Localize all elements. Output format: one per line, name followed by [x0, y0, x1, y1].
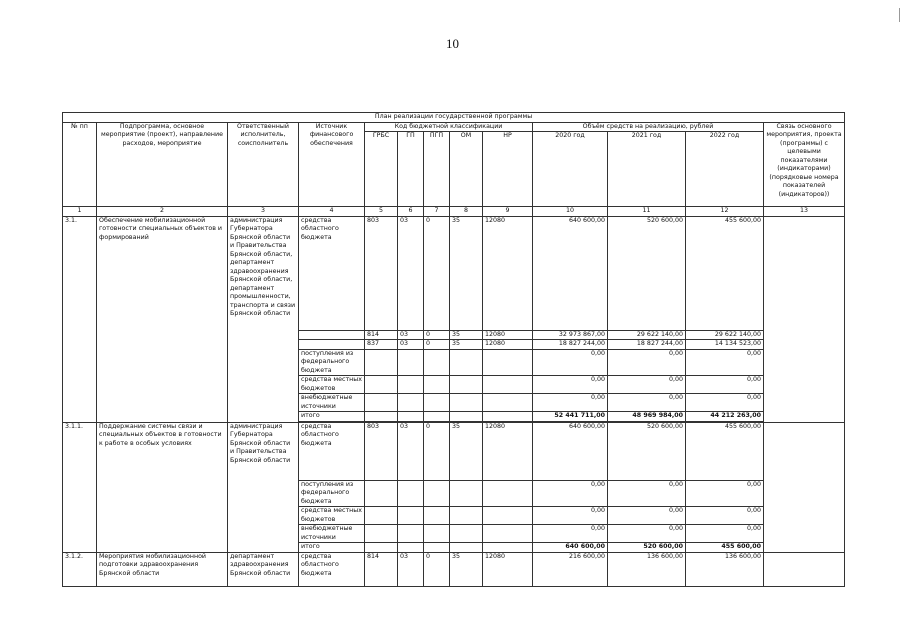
header-source: Источник финансового обеспечения: [299, 122, 365, 207]
cell-gp: [398, 412, 424, 422]
cell-gp: [398, 349, 424, 376]
cell-2020: 0,00: [533, 376, 608, 394]
cell-pgp: 0: [424, 330, 450, 340]
col-number: 13: [764, 207, 845, 217]
title-row: [63, 113, 845, 123]
cell-gp: 03: [398, 422, 424, 480]
cell-2022: 0,00: [686, 394, 764, 412]
header-row-1: [63, 122, 845, 132]
cell-gp: [398, 376, 424, 394]
row-source: поступления из федерального бюджета: [299, 480, 365, 507]
cell-nr: 12080: [483, 422, 533, 480]
cell-pgp: 0: [424, 422, 450, 480]
cell-om: 35: [450, 422, 483, 480]
cell-nr: 12080: [483, 340, 533, 350]
cell-pgp: [424, 394, 450, 412]
cell-2020: 18 827 244,00: [533, 340, 608, 350]
cell-grbs: [365, 543, 398, 553]
col-number: 11: [608, 207, 686, 217]
cell-gp: [398, 394, 424, 412]
table-row: [63, 216, 845, 330]
cell-pgp: [424, 525, 450, 543]
cell-grbs: [365, 525, 398, 543]
cell-gp: 03: [398, 340, 424, 350]
cell-gp: 03: [398, 552, 424, 586]
col-number: 7: [424, 207, 450, 217]
row-source: внебюджетные источники: [299, 394, 365, 412]
cell-2022: 0,00: [686, 507, 764, 525]
cell-2021: 29 622 140,00: [608, 330, 686, 340]
cell-om: [450, 507, 483, 525]
cell-2020: 32 973 867,00: [533, 330, 608, 340]
header-amount: Объём средств на реализацию, рублей: [533, 122, 764, 132]
cell-2022: 136 600,00: [686, 552, 764, 586]
header-num: № пп: [63, 122, 97, 207]
cell-nr: 12080: [483, 330, 533, 340]
cell-2021: 18 827 244,00: [608, 340, 686, 350]
cell-2020: 0,00: [533, 480, 608, 507]
cell-nr: [483, 412, 533, 422]
cell-link: [764, 552, 845, 586]
row-executor: департамент здравоохранения Брянской области: [228, 552, 299, 586]
cell-om: 35: [450, 340, 483, 350]
cell-link: [764, 216, 845, 422]
cell-om: [450, 376, 483, 394]
cell-2021: 520 600,00: [608, 422, 686, 480]
cell-nr: [483, 349, 533, 376]
col-number: 4: [299, 207, 365, 217]
col-number: 3: [228, 207, 299, 217]
cell-nr: [483, 543, 533, 553]
cell-2021: 0,00: [608, 480, 686, 507]
row-source: внебюджетные источники: [299, 525, 365, 543]
cell-gp: 03: [398, 330, 424, 340]
cell-om: [450, 349, 483, 376]
cell-om: [450, 394, 483, 412]
row-executor: администрация Губернатора Брянской области и Правительства Брянской области: [228, 422, 299, 552]
cell-pgp: 0: [424, 340, 450, 350]
cell-2020: 640 600,00: [533, 422, 608, 480]
cell-pgp: 0: [424, 552, 450, 586]
row-source: [299, 330, 365, 340]
cell-2021: 136 600,00: [608, 552, 686, 586]
row-num: 3.1.2.: [63, 552, 97, 586]
row-program: Мероприятия мобилизационной подготовки здравоохранения Брянской области: [97, 552, 228, 586]
page-number: 10: [446, 36, 459, 51]
table-title: План реализации государственной программы: [63, 113, 845, 123]
cell-pgp: [424, 543, 450, 553]
cell-2021: 0,00: [608, 525, 686, 543]
cell-grbs: [365, 376, 398, 394]
cell-2020: 0,00: [533, 507, 608, 525]
header-nr: НР: [483, 132, 533, 207]
cell-2020: 0,00: [533, 525, 608, 543]
cell-pgp: 0: [424, 216, 450, 330]
row-num: 3.1.: [63, 216, 97, 422]
cell-om: 35: [450, 330, 483, 340]
header-2020: 2020 год: [533, 132, 608, 207]
header-2022: 2022 год: [686, 132, 764, 207]
cell-grbs: [365, 507, 398, 525]
col-number: 8: [450, 207, 483, 217]
cell-2020: 640 600,00: [533, 216, 608, 330]
cell-2020: 216 600,00: [533, 552, 608, 586]
total-2022: 455 600,00: [686, 543, 764, 553]
cell-grbs: 814: [365, 330, 398, 340]
cell-nr: [483, 525, 533, 543]
cell-2022: 0,00: [686, 480, 764, 507]
row-source: средства местных бюджетов: [299, 507, 365, 525]
cell-nr: [483, 394, 533, 412]
header-pgp: ПГП: [424, 132, 450, 207]
header-2021: 2021 год: [608, 132, 686, 207]
col-number: 2: [97, 207, 228, 217]
col-number: 9: [483, 207, 533, 217]
col-number: 12: [686, 207, 764, 217]
row-source: средства местных бюджетов: [299, 376, 365, 394]
cell-2021: 0,00: [608, 349, 686, 376]
row-source: средства областного бюджета: [299, 216, 365, 330]
cell-nr: 12080: [483, 216, 533, 330]
cell-pgp: [424, 349, 450, 376]
row-num: 3.1.1.: [63, 422, 97, 552]
cell-grbs: 803: [365, 422, 398, 480]
program-plan-table: [62, 112, 845, 587]
cell-pgp: [424, 507, 450, 525]
cell-2020: 0,00: [533, 349, 608, 376]
row-executor: администрация Губернатора Брянской области и Правительства Брянской области, департамент здравоохранения Брянской области, департамент промышленности, транспорта и связи Брянской области: [228, 216, 299, 422]
cell-2022: 0,00: [686, 349, 764, 376]
cell-2022: 455 600,00: [686, 422, 764, 480]
cell-nr: 12080: [483, 552, 533, 586]
cell-gp: [398, 507, 424, 525]
table-row: [63, 422, 845, 480]
cell-grbs: [365, 394, 398, 412]
total-2022: 44 212 263,00: [686, 412, 764, 422]
total-2020: 640 600,00: [533, 543, 608, 553]
cell-gp: [398, 525, 424, 543]
cell-nr: [483, 480, 533, 507]
col-number: 5: [365, 207, 398, 217]
cell-om: 35: [450, 216, 483, 330]
edge-mark: [899, 8, 900, 22]
cell-grbs: 803: [365, 216, 398, 330]
cell-2022: 455 600,00: [686, 216, 764, 330]
row-source: [299, 340, 365, 350]
header-link: Связь основного мероприятия, проекта (программы) с целевыми показателями (индикаторами) (порядковые номера показателей (индикаторов)): [764, 122, 845, 207]
cell-pgp: [424, 480, 450, 507]
header-program: Подпрограмма, основное мероприятие (проект), направление расходов, мероприятие: [97, 122, 228, 207]
total-label: итого: [299, 412, 365, 422]
total-2021: 520 600,00: [608, 543, 686, 553]
col-number: 6: [398, 207, 424, 217]
cell-gp: [398, 480, 424, 507]
cell-nr: [483, 507, 533, 525]
header-executor: Ответственный исполнитель, соисполнитель: [228, 122, 299, 207]
col-number: 1: [63, 207, 97, 217]
cell-2021: 520 600,00: [608, 216, 686, 330]
cell-2020: 0,00: [533, 394, 608, 412]
table-row: [63, 552, 845, 586]
cell-gp: [398, 543, 424, 553]
cell-pgp: [424, 412, 450, 422]
cell-grbs: [365, 412, 398, 422]
cell-om: [450, 480, 483, 507]
cell-om: [450, 543, 483, 553]
total-2020: 52 441 711,00: [533, 412, 608, 422]
cell-grbs: 837: [365, 340, 398, 350]
cell-2022: 0,00: [686, 376, 764, 394]
cell-grbs: 814: [365, 552, 398, 586]
row-source: средства областного бюджета: [299, 552, 365, 586]
column-numbers-row: [63, 207, 845, 217]
cell-om: 35: [450, 552, 483, 586]
cell-grbs: [365, 480, 398, 507]
cell-link: [764, 422, 845, 552]
cell-2021: 0,00: [608, 507, 686, 525]
cell-2022: 0,00: [686, 525, 764, 543]
header-gp: ГП: [398, 132, 424, 207]
cell-gp: 03: [398, 216, 424, 330]
row-program: Поддержание системы связи и специальных объектов в готовности к работе в особых условиях: [97, 422, 228, 552]
cell-2022: 29 622 140,00: [686, 330, 764, 340]
cell-om: [450, 412, 483, 422]
row-program: Обеспечение мобилизационной готовности специальных объектов и формирований: [97, 216, 228, 422]
header-om: ОМ: [450, 132, 483, 207]
total-2021: 48 969 984,00: [608, 412, 686, 422]
row-source: средства областного бюджета: [299, 422, 365, 480]
row-source: поступления из федерального бюджета: [299, 349, 365, 376]
header-grbs: ГРБС: [365, 132, 398, 207]
cell-2021: 0,00: [608, 376, 686, 394]
cell-grbs: [365, 349, 398, 376]
cell-2022: 14 134 523,00: [686, 340, 764, 350]
header-budget-code: Код бюджетной классификации: [365, 122, 533, 132]
total-label: итого: [299, 543, 365, 553]
cell-pgp: [424, 376, 450, 394]
cell-nr: [483, 376, 533, 394]
col-number: 10: [533, 207, 608, 217]
cell-om: [450, 525, 483, 543]
cell-2021: 0,00: [608, 394, 686, 412]
